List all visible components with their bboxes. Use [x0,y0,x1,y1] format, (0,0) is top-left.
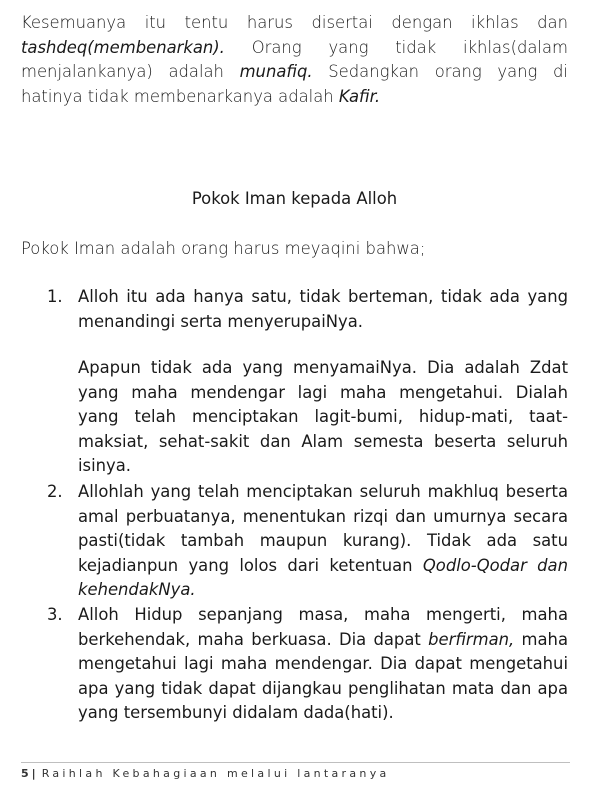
list-item-2-text [78,480,568,603]
list-item-2-body: Allohlah yang telah menciptakan seluruh makhluq beserta amal perbuatanya, menentukan rizqi dan umurnya secara pasti(tidak tambah maupun kurang). Tidak ada satu kejadianpun yang lolos dari ketentuan [78,482,568,575]
page-number: 5 [21,767,29,780]
footer-separator: | [31,767,36,780]
list-item-3-text [78,603,568,726]
footer-divider [21,762,570,763]
list-number: 3. [47,605,63,624]
section-title: Pokok Iman kepada Alloh [191,189,398,208]
intro-term-munafiq: munafiq. [239,62,313,82]
intro-paragraph [21,11,568,109]
lead-sentence: Pokok Iman adalah orang harus meyaqini bahwa; [21,239,426,258]
list-item-3-term: berfirman, [428,629,515,649]
running-title: Raihlah Kebahagiaan melalui lantaranya [41,767,390,780]
list-number: 1. [47,287,63,306]
page-footer [21,767,390,781]
intro-text-3: Sedangkan orang yang di hatinya tidak membenarkanya adalah [21,62,568,106]
intro-text-1: Kesemuanya itu tentu harus disertai dengan ikhlas dan [21,13,568,32]
list-item-1-continuation: Apapun tidak ada yang menyamaiNya. Dia adalah Zdat yang maha mendengar lagi maha mengetahui. Dialah yang telah menciptakan lagit-bumi, hidup-mati, taat-maksiat, sehat-sakit dan Alam semesta beserta seluruh isinya. [78,358,568,476]
intro-term-tashdeq: tashdeq(membenarkan). [21,37,225,57]
intro-text-2: Orang yang tidak ikhlas(dalam menjalankanya) adalah [21,37,568,82]
intro-term-kafir: Kafir. [338,86,381,106]
list-item-2-term: Qodlo-Qodar dan kehendakNya. [78,555,568,600]
list-item-3-body-2: maha mengetahui lagi maha mendengar. Dia dapat mengetahui apa yang tidak dapat dijangkau penglihatan mata dan apa yang tersembunyi didalam dada(hati). [78,629,568,723]
list-number: 2. [47,482,63,501]
list-item-1-text: Alloh itu ada hanya satu, tidak berteman, tidak ada yang menandingi serta menyerupaiNya. [78,287,568,331]
list-item-3-body-1: Alloh Hidup sepanjang masa, maha mengerti, maha berkehendak, maha berkuasa. Dia dapat [78,605,568,649]
